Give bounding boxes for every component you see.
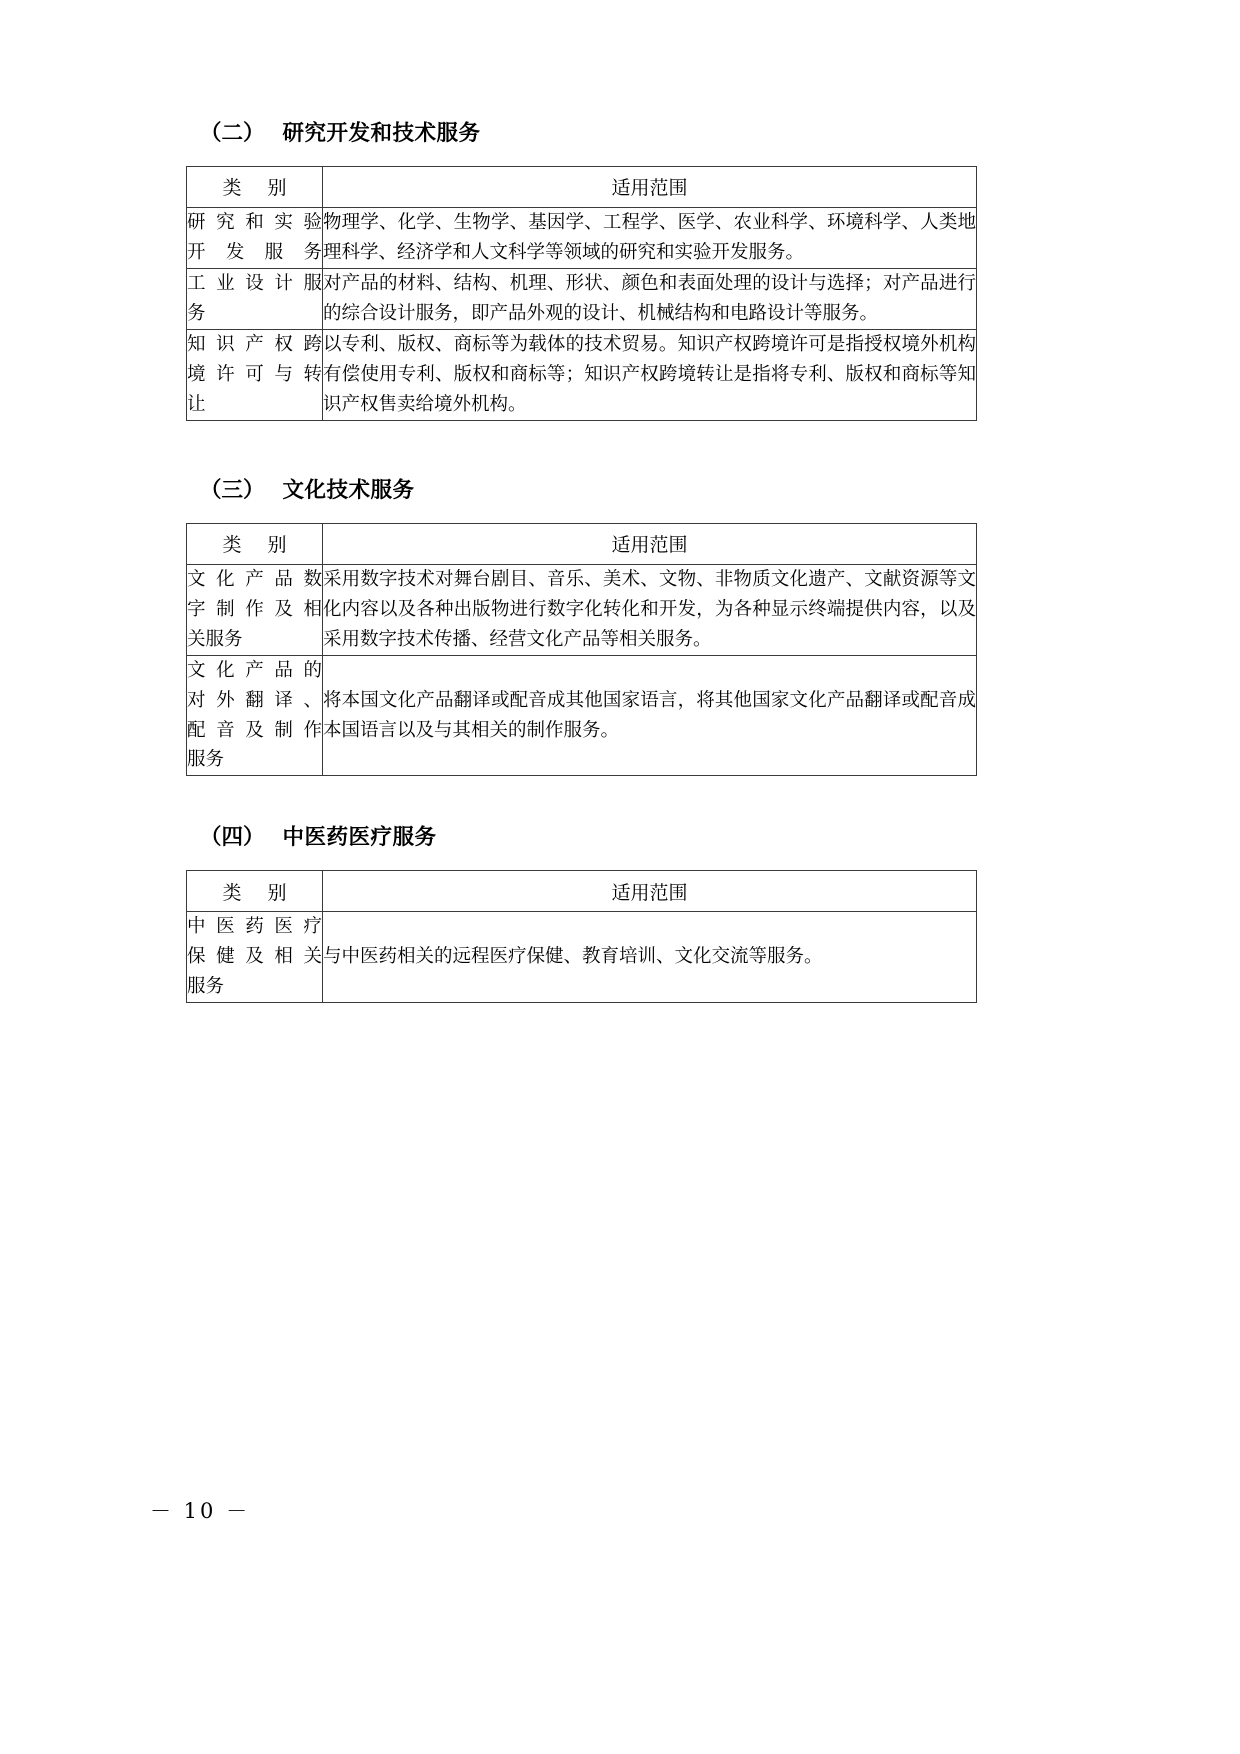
table-row [187,912,977,1003]
table-section-3 [186,523,977,777]
table-row [187,207,977,268]
cell-category [187,329,323,420]
cell-scope: 以专利、版权、商标等为载体的技术贸易。知识产权跨境许可是指授权境外机构有偿使用专利、版权和商标等；知识产权跨境转让是指将专利、版权和商标等知识产权售卖给境外机构。 [323,329,977,420]
column-header-category: 类 别 [187,871,323,912]
page-number: － 10 － [150,1499,251,1523]
section-heading-2 [200,120,976,148]
category-line: 配音及制作 [187,719,322,741]
category-line: 让 [187,393,206,415]
section-heading-3 [200,477,976,505]
category-line: 文化产品数 [187,568,322,590]
table-header-row [187,523,977,564]
category-line: 保健及相关 [187,946,322,968]
table-row [187,564,977,655]
column-header-scope: 适用范围 [323,166,977,207]
category-line: 工业设计服 [187,272,322,294]
section-spacer [186,421,976,477]
column-header-scope: 适用范围 [323,523,977,564]
cell-category [187,655,323,776]
table-header-row [187,871,977,912]
category-line: 境许可与转 [187,363,322,385]
section-title-2: 研究开发和技术服务 [282,121,481,146]
section-title-4: 中医药医疗服务 [282,825,437,851]
page-content [186,120,976,1003]
table-section-4 [186,870,977,1003]
cell-scope: 采用数字技术对舞台剧目、音乐、美术、文物、非物质文化遗产、文献资源等文化内容以及各种出版物进行数字化转化和开发，为各种显示终端提供内容，以及采用数字技术传播、经营文化产品等相关服务。 [323,564,977,655]
cell-category [187,564,323,655]
category-line: 服务 [187,749,225,771]
cell-scope: 将本国文化产品翻译或配音成其他国家语言，将其他国家文化产品翻译或配音成本国语言以及与其相关的制作服务。 [323,655,977,776]
category-line: 字制作及相 [187,598,322,620]
column-header-category: 类 别 [187,166,323,207]
section-number-4: （四） [200,825,265,851]
section-number-2: （二） [200,121,265,146]
category-line: 研究和实验 [187,211,322,233]
cell-scope: 物理学、化学、生物学、基因学、工程学、医学、农业科学、环境科学、人类地理科学、经济学和人文科学等领域的研究和实验开发服务。 [323,207,977,268]
category-line: 中医药医疗 [187,916,322,938]
section-heading-4 [200,824,976,852]
table-section-2 [186,166,977,421]
table-header-row [187,166,977,207]
cell-category [187,268,323,329]
section-number-3: （三） [200,477,265,503]
column-header-scope: 适用范围 [323,871,977,912]
cell-scope: 与中医药相关的远程医疗保健、教育培训、文化交流等服务。 [323,912,977,1003]
category-line: 关服务 [187,628,243,650]
category-line: 知识产权跨 [187,333,322,355]
category-line: 对外翻译、 [187,689,322,711]
column-header-category: 类 别 [187,523,323,564]
category-line: 开发服务 [187,241,322,263]
cell-category [187,207,323,268]
category-line: 务 [187,302,206,324]
category-line: 服务 [187,976,225,998]
table-row [187,329,977,420]
category-line: 文化产品的 [187,659,322,681]
table-row [187,655,977,776]
table-row [187,268,977,329]
cell-scope: 对产品的材料、结构、机理、形状、颜色和表面处理的设计与选择；对产品进行的综合设计服务，即产品外观的设计、机械结构和电路设计等服务。 [323,268,977,329]
section-title-3: 文化技术服务 [282,477,415,503]
section-spacer [186,776,976,824]
cell-category [187,912,323,1003]
